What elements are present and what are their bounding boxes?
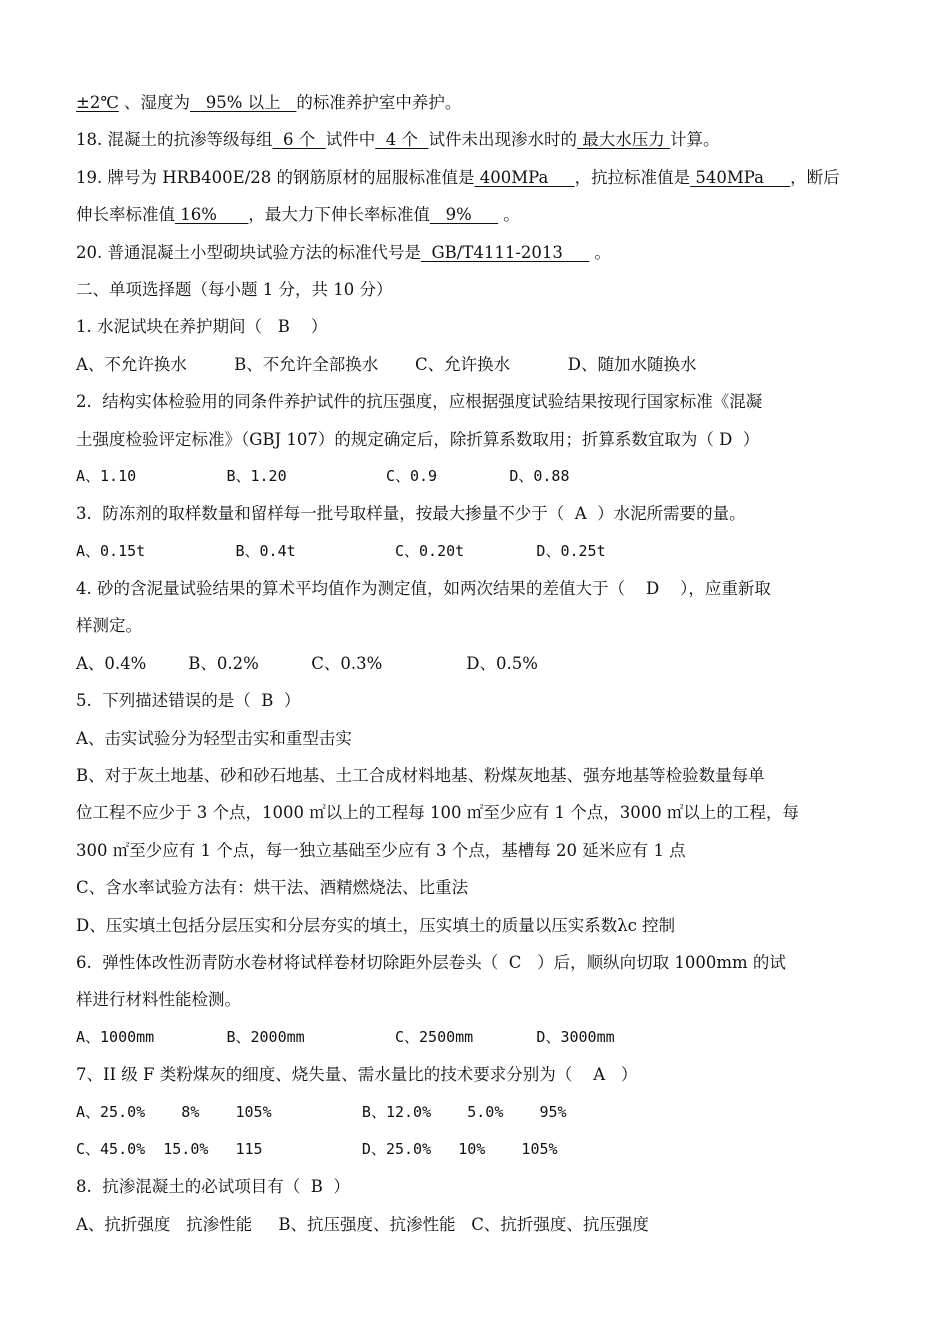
text-line-l28 <box>76 1094 896 1131</box>
answer-blank: GB/T4111-2013 <box>421 242 590 262</box>
text-segment: 二、单项选择题（每小题 1 分，共 10 分） <box>76 279 393 299</box>
text-line-l14 <box>76 570 896 607</box>
text-line-l22 <box>76 869 896 906</box>
text-segment: A、抗折强度 抗渗性能 B、抗压强度、抗渗性能 C、抗折强度、抗压强度 <box>76 1214 649 1234</box>
text-segment: 位工程不应少于 3 个点，1000 ㎡以上的工程每 100 ㎡至少应有 1 个点，3000 ㎡以上的工程，每 <box>76 803 799 823</box>
text-segment: A、0.4% B、0.2% C、0.3% D、0.5% <box>76 653 538 673</box>
answer-blank: 16% <box>175 205 249 225</box>
text-segment: 伸长率标准值 <box>76 205 175 225</box>
text-segment: A、25.0% 8% 105% B、12.0% 5.0% 95% <box>76 1102 567 1121</box>
text-line-l13 <box>76 533 896 570</box>
text-segment: 。 <box>498 205 520 225</box>
text-line-l05 <box>76 234 896 271</box>
text-line-l23 <box>76 907 896 944</box>
text-segment: 3. 防冻剂的取样数量和留样每一批号取样量，按最大掺量不少于（ A ）水泥所需要的量。 <box>76 504 746 524</box>
text-segment: A、1.10 B、1.20 C、0.9 D、0.88 <box>76 466 570 485</box>
text-segment: 20. 普通混凝土小型砌块试验方法的标准代号是 <box>76 242 421 262</box>
text-line-l01 <box>76 84 896 121</box>
text-segment: ，断后 <box>790 167 840 187</box>
answer-blank: 540MPa <box>690 167 791 187</box>
text-segment: 样进行材料性能检测。 <box>76 990 241 1010</box>
text-line-l31 <box>76 1206 896 1243</box>
text-line-l21 <box>76 832 896 869</box>
text-segment: A、1000mm B、2000mm C、2500mm D、3000mm <box>76 1027 615 1046</box>
text-segment: A、击实试验分为轻型击实和重型击实 <box>76 728 352 748</box>
text-segment: 。 <box>589 242 611 262</box>
text-segment: 19. 牌号为 HRB400E/28 的钢筋原材的屈服标准值是 <box>76 167 475 187</box>
text-line-l09 <box>76 383 896 420</box>
text-segment: 7、II 级 F 类粉煤灰的细度、烧失量、需水量比的技术要求分别为（ A ） <box>76 1065 638 1085</box>
text-segment: 8. 抗渗混凝土的必试项目有（ B ） <box>76 1177 350 1197</box>
text-segment: B、对于灰土地基、砂和砂石地基、土工合成材料地基、粉煤灰地基、强夯地基等检验数量每单 <box>76 766 765 786</box>
text-line-l24 <box>76 944 896 981</box>
text-line-l11 <box>76 458 896 495</box>
text-segment: 的标准养护室中养护。 <box>296 93 462 112</box>
text-segment: A、0.15t B、0.4t C、0.20t D、0.25t <box>76 541 606 560</box>
text-segment: ，最大力下伸长率标准值 <box>248 205 430 225</box>
answer-blank: 4 个 <box>375 130 429 150</box>
answer-blank: 9% <box>429 205 499 225</box>
text-segment: 、湿度为 <box>118 93 191 112</box>
text-segment: A、不允许换水 B、不允许全部换水 C、允许换水 D、随加水随换水 <box>76 354 697 374</box>
text-line-l02 <box>76 121 896 158</box>
answer-blank: 最大水压力 <box>576 130 670 150</box>
text-line-l20 <box>76 794 896 831</box>
text-line-l27 <box>76 1056 896 1093</box>
text-line-l16 <box>76 645 896 682</box>
text-line-l07 <box>76 308 896 345</box>
text-segment: 18. 混凝土的抗渗等级每组 <box>76 130 273 150</box>
text-segment: 5. 下列描述错误的是（ B ） <box>76 691 301 711</box>
document-page <box>76 84 896 1243</box>
text-segment: ，抗拉标准值是 <box>574 167 691 187</box>
answer-blank: 95% 以上 <box>190 93 297 112</box>
text-segment: 1. 水泥试块在养护期间（ B ） <box>76 317 328 337</box>
text-segment: D、压实填土包括分层压实和分层夯实的填土，压实填土的质量以压实系数λc 控制 <box>76 915 676 935</box>
text-segment: 计算。 <box>669 130 720 150</box>
text-line-l25 <box>76 981 896 1018</box>
text-line-l06 <box>76 271 896 308</box>
text-segment: C、45.0% 15.0% 115 D、25.0% 10% 105% <box>76 1139 558 1158</box>
text-segment: C、含水率试验方法有：烘干法、酒精燃烧法、比重法 <box>76 878 469 898</box>
answer-blank: 400MPa <box>474 167 575 187</box>
text-line-l15 <box>76 607 896 644</box>
text-line-l29 <box>76 1131 896 1168</box>
text-line-l12 <box>76 495 896 532</box>
text-segment: 试件中 <box>325 130 376 150</box>
text-segment: 300 ㎡至少应有 1 个点，每一独立基础至少应有 3 个点，基槽每 20 延米应有 1 点 <box>76 840 686 860</box>
text-segment: 2. 结构实体检验用的同条件养护试件的抗压强度，应根据强度试验结果按现行国家标准《混凝 <box>76 392 763 412</box>
text-line-l18 <box>76 720 896 757</box>
text-line-l10 <box>76 421 896 458</box>
text-line-l19 <box>76 757 896 794</box>
text-segment: 4. 砂的含泥量试验结果的算术平均值作为测定值，如两次结果的差值大于（ D ），应重新取 <box>76 579 771 599</box>
text-segment: 试件未出现渗水时的 <box>428 130 577 150</box>
text-segment: 样测定。 <box>76 616 142 636</box>
text-line-l17 <box>76 682 896 719</box>
text-line-l03 <box>76 159 896 196</box>
text-line-l04 <box>76 196 896 233</box>
text-segment: 土强度检验评定标准》（GBJ 107）的规定确定后，除折算系数取用；折算系数宜取为（ D ） <box>76 429 760 449</box>
text-line-l30 <box>76 1168 896 1205</box>
answer-blank: 6 个 <box>272 130 326 150</box>
text-line-l08 <box>76 346 896 383</box>
text-segment: 6. 弹性体改性沥青防水卷材将试样卷材切除距外层卷头（ C ）后，顺纵向切取 1000mm 的试 <box>76 952 786 972</box>
answer-blank: ±2℃ <box>76 93 119 112</box>
text-line-l26 <box>76 1019 896 1056</box>
